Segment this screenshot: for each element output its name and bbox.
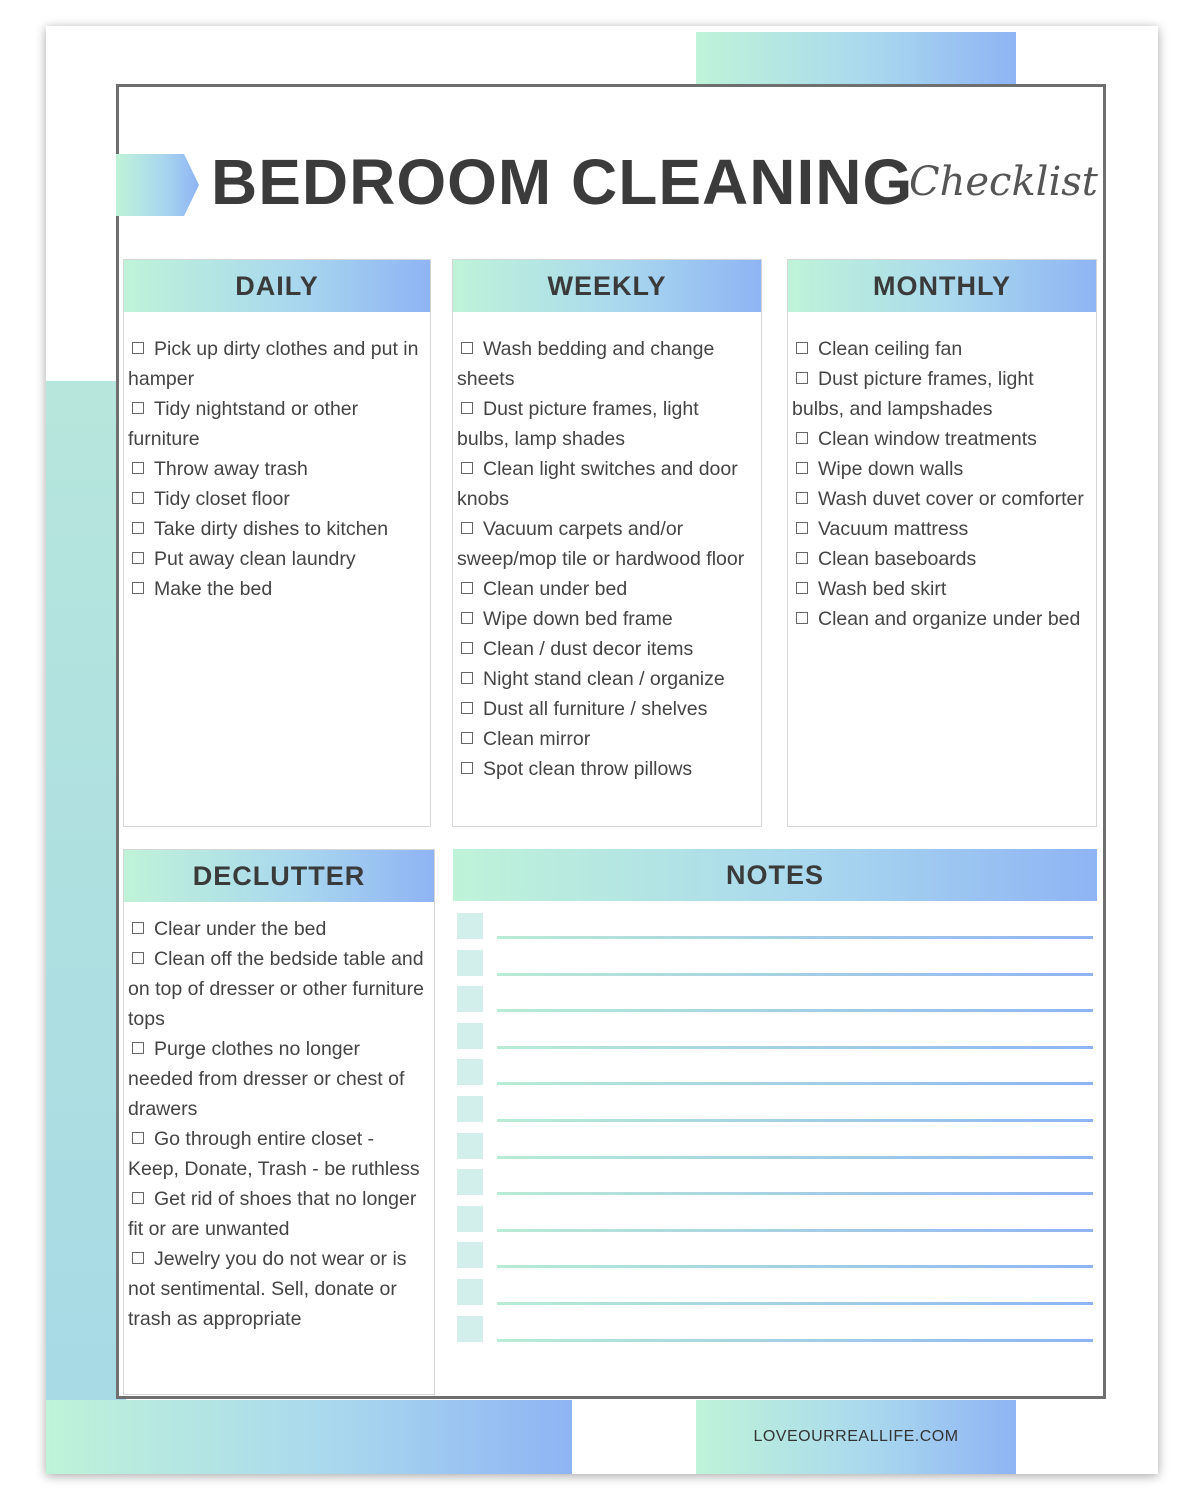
checkbox-icon[interactable] [132,922,144,934]
notes-row [457,1059,1093,1085]
checkbox-icon[interactable] [796,522,808,534]
notes-checkbox-icon[interactable] [457,1096,483,1122]
checkbox-icon[interactable] [461,462,473,474]
checklist-item [128,574,424,604]
page-title-script: Checklist [909,159,1098,205]
checklist-item-label: Purge clothes no longer needed from dresser or chest of drawers [128,1038,405,1120]
checklist-frame [116,84,1106,1399]
weekly-panel [452,259,762,827]
notes-line[interactable] [497,1046,1093,1049]
checkbox-icon[interactable] [132,952,144,964]
checklist-item [792,544,1090,574]
checklist-item [457,724,755,754]
checklist-item-label: Dust picture frames, light bulbs, lamp shades [457,398,699,450]
checklist-item-label: Clean under bed [483,578,628,600]
checklist-item-label: Tidy closet floor [154,488,290,510]
checklist-item [457,334,755,394]
checkbox-icon[interactable] [132,1042,144,1054]
checkbox-icon[interactable] [461,762,473,774]
checkbox-icon[interactable] [132,1132,144,1144]
notes-row [457,1096,1093,1122]
page-title: BEDROOM CLEANING [211,146,914,218]
checklist-item [457,664,755,694]
notes-line[interactable] [497,1082,1093,1085]
left-gradient-bar [46,381,126,1474]
checklist-item-label: Wash bed skirt [818,578,947,600]
checkbox-icon[interactable] [461,522,473,534]
checklist-item-label: Clean off the bedside table and on top of dresser or other furniture tops [128,948,424,1030]
checklist-item-label: Clear under the bed [154,918,327,940]
checkbox-icon[interactable] [461,702,473,714]
notes-line[interactable] [497,936,1093,939]
notes-line[interactable] [497,1339,1093,1342]
checklist-item [128,544,424,574]
checkbox-icon[interactable] [132,582,144,594]
checklist-item [792,514,1090,544]
checkbox-icon[interactable] [796,372,808,384]
bottom-left-gradient-bar [46,1400,572,1474]
checklist-item-label: Pick up dirty clothes and put in hamper [128,338,419,390]
checkbox-icon[interactable] [461,402,473,414]
daily-header: DAILY [124,260,430,312]
checkbox-icon[interactable] [132,1192,144,1204]
checklist-item [457,394,755,454]
checklist-item-label: Jewelry you do not wear or is not sentimental. Sell, donate or trash as appropriate [128,1248,407,1330]
notes-line[interactable] [497,1192,1093,1195]
notes-row [457,1279,1093,1305]
checkbox-icon[interactable] [461,642,473,654]
notes-checkbox-icon[interactable] [457,1316,483,1342]
checklist-item-label: Dust picture frames, light bulbs, and lampshades [792,368,1034,420]
checkbox-icon[interactable] [796,432,808,444]
daily-list [124,312,430,604]
checklist-item [128,914,428,944]
notes-header: NOTES [453,849,1097,901]
notes-checkbox-icon[interactable] [457,913,483,939]
checklist-item-label: Go through entire closet - Keep, Donate, Trash - be ruthless [128,1128,420,1180]
checklist-item-label: Spot clean throw pillows [483,758,693,780]
notes-line[interactable] [497,1302,1093,1305]
checklist-item [792,424,1090,454]
notes-row [457,1169,1093,1195]
checklist-item-label: Throw away trash [154,458,308,480]
monthly-header: MONTHLY [788,260,1096,312]
weekly-header: WEEKLY [453,260,761,312]
declutter-header: DECLUTTER [124,850,434,902]
checkbox-icon[interactable] [796,342,808,354]
checklist-item-label: Dust all furniture / shelves [483,698,708,720]
checklist-item [457,694,755,724]
monthly-list [788,312,1096,634]
checklist-item-label: Clean / dust decor items [483,638,694,660]
notes-line[interactable] [497,1119,1093,1122]
checklist-item-label: Vacuum carpets and/or sweep/mop tile or hardwood floor [457,518,745,570]
checklist-item [457,574,755,604]
declutter-list [124,902,434,1334]
checklist-item [457,604,755,634]
notes-line[interactable] [497,1265,1093,1268]
checklist-item-label: Clean baseboards [818,548,977,570]
checklist-item [128,484,424,514]
checkbox-icon[interactable] [132,492,144,504]
daily-panel [123,259,431,827]
notes-row [457,913,1093,939]
checklist-item [792,574,1090,604]
checklist-item [457,454,755,514]
checklist-item-label: Clean and organize under bed [818,608,1081,630]
notes-line[interactable] [497,1009,1093,1012]
notes-row [457,1242,1093,1268]
checklist-item [128,1184,428,1244]
notes-row [457,1023,1093,1049]
checkbox-icon[interactable] [132,462,144,474]
notes-line[interactable] [497,1229,1093,1232]
weekly-list [453,312,761,784]
checklist-item-label: Get rid of shoes that no longer fit or are unwanted [128,1188,417,1240]
checklist-item-label: Take dirty dishes to kitchen [154,518,389,540]
notes-line[interactable] [497,973,1093,976]
notes-checkbox-icon[interactable] [457,950,483,976]
notes-panel [453,849,1097,1389]
notes-line[interactable] [497,1156,1093,1159]
checklist-item-label: Vacuum mattress [818,518,969,540]
checkbox-icon[interactable] [796,462,808,474]
checkbox-icon[interactable] [796,582,808,594]
checklist-item [792,364,1090,424]
checklist-item-label: Clean ceiling fan [818,338,963,360]
footer-website: LOVEOURREALLIFE.COM [753,1428,959,1445]
checklist-item-label: Wipe down walls [818,458,964,480]
notes-row [457,1206,1093,1232]
checklist-item [457,754,755,784]
checklist-item [128,334,424,394]
checklist-item-label: Put away clean laundry [154,548,356,570]
checklist-item [128,1034,428,1124]
checklist-item-label: Wash duvet cover or comforter [818,488,1084,510]
notes-row [457,1133,1093,1159]
checklist-item [128,944,428,1034]
checklist-item [128,514,424,544]
checklist-item [792,334,1090,364]
checkbox-icon[interactable] [796,612,808,624]
checklist-item-label: Wipe down bed frame [483,608,673,630]
checklist-item [792,604,1090,634]
checkbox-icon[interactable] [461,732,473,744]
notes-checkbox-icon[interactable] [457,1059,483,1085]
checklist-sheet [46,26,1158,1474]
notes-row [457,1316,1093,1342]
notes-checkbox-icon[interactable] [457,1279,483,1305]
checklist-item [457,514,755,574]
checkbox-icon[interactable] [796,552,808,564]
checklist-item [128,454,424,484]
checklist-item [792,484,1090,514]
title-arrow-icon [116,154,199,216]
checklist-item [128,1244,428,1334]
checklist-item-label: Tidy nightstand or other furniture [128,398,359,450]
checklist-item [128,1124,428,1184]
checkbox-icon[interactable] [132,552,144,564]
checklist-item-label: Clean window treatments [818,428,1037,450]
checkbox-icon[interactable] [461,612,473,624]
checkbox-icon[interactable] [796,492,808,504]
notes-checkbox-icon[interactable] [457,986,483,1012]
checkbox-icon[interactable] [461,582,473,594]
notes-row [457,950,1093,976]
checklist-item [128,394,424,454]
monthly-panel [787,259,1097,827]
checklist-item-label: Wash bedding and change sheets [457,338,715,390]
notes-row [457,986,1093,1012]
checklist-item [457,634,755,664]
checklist-item-label: Make the bed [154,578,273,600]
checkbox-icon[interactable] [461,672,473,684]
checkbox-icon[interactable] [132,342,144,354]
checkbox-icon[interactable] [132,402,144,414]
checkbox-icon[interactable] [132,1252,144,1264]
notes-checkbox-icon[interactable] [457,1023,483,1049]
checklist-item-label: Clean light switches and door knobs [457,458,738,510]
checklist-item-label: Clean mirror [483,728,591,750]
checklist-item-label: Night stand clean / organize [483,668,725,690]
checklist-item [792,454,1090,484]
checkbox-icon[interactable] [132,522,144,534]
checkbox-icon[interactable] [461,342,473,354]
notes-checkbox-icon[interactable] [457,1169,483,1195]
notes-checkbox-icon[interactable] [457,1206,483,1232]
notes-checkbox-icon[interactable] [457,1242,483,1268]
notes-checkbox-icon[interactable] [457,1133,483,1159]
declutter-panel [123,849,435,1395]
